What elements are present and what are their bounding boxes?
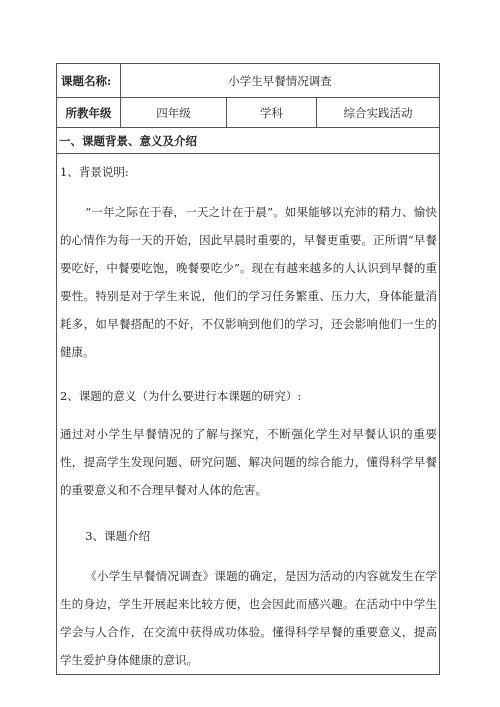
background-title: 1、背景说明:: [60, 165, 129, 179]
title-label: 课题名称:: [57, 64, 121, 97]
grade-label: 所教年级: [57, 98, 121, 127]
subject-value: 综合实践活动: [343, 105, 413, 120]
subject-label: 学科: [227, 98, 317, 127]
section-body: [57, 154, 439, 674]
info-row: [57, 98, 439, 128]
meaning-title: 2、课题的意义（为什么要进行本课题的研究）:: [60, 389, 302, 403]
title-row: [57, 64, 439, 98]
meaning-text: 通过对小学生早餐情况的了解与探究，不断强化学生对早餐认识的重要性，提高学生发现问题、研究问题、解决问题的综合能力，懂得科学早餐的重要意义和不合理早餐对人体的危害。: [60, 427, 437, 497]
section-heading: 一、课题背景、意义及介绍: [57, 128, 439, 154]
background-text: “一年之际在于春，一天之计在于晨”。如果能够以充沛的精力、愉快的心情作为每一天的开始，因此早晨时重要的，早餐更重要。正所谓“早餐要吃好，中餐要吃饱，晚餐要吃少”。现在有越来越多的人认识到早餐的重要性。特别是对于学生来说，他们的学习任务繁重、压力大，身体能量消耗多，如早餐搭配的不好，不仅影响到他们的学习，还会影响他们一生的健康。: [60, 205, 437, 359]
grade-value: 四年级: [121, 98, 227, 127]
lesson-plan-table: [56, 63, 440, 675]
intro-title: 3、课题介绍: [85, 529, 151, 543]
title-value: 小学生早餐情况调查: [228, 73, 332, 88]
intro-text: 《小学生早餐情况调查》课题的确定，是因为活动的内容就发生在学生的身边，学生开展起来比较方便，也会因此而感兴趣。在活动中中学生学会与人合作，在交流中获得成功体验。懂得科学早餐的重要意义，提高学生爱护身体健康的意识。: [60, 569, 437, 667]
